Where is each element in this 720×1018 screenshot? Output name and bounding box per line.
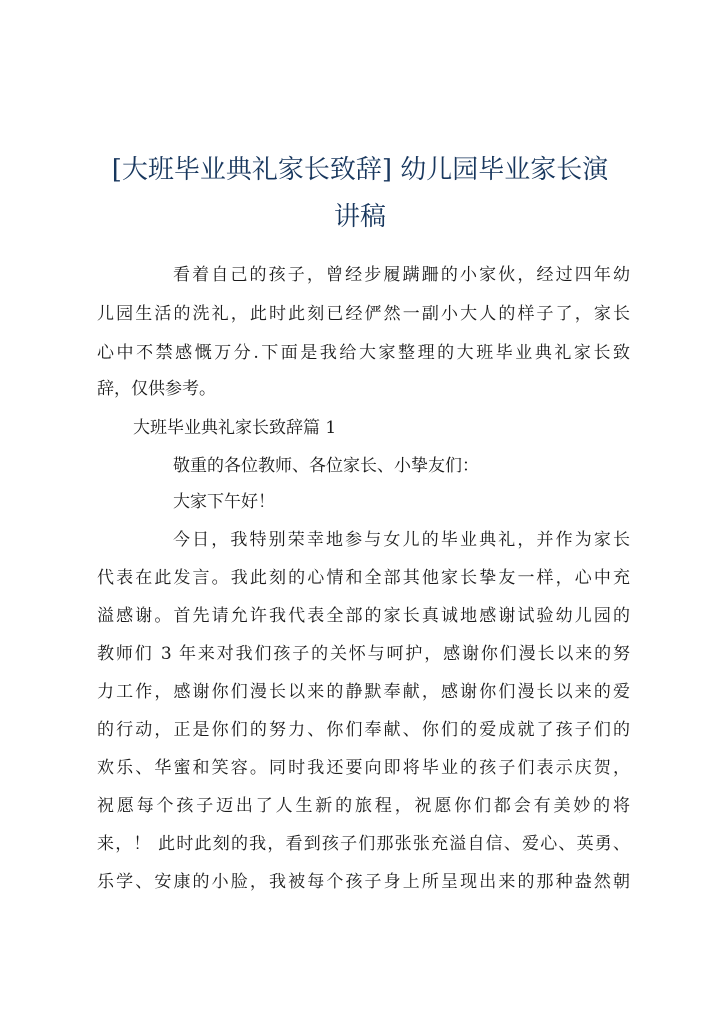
intro-line-4: 辞，仅供参考。	[97, 379, 216, 399]
body-line-9: 来，！ 此时此刻的我，看到孩子们那张张充溢自信、爱心、英勇、	[97, 834, 630, 854]
intro-line-1: 看着自己的孩子，曾经步履蹒跚的小家伙，经过四年幼	[173, 265, 630, 285]
section-heading: 大班毕业典礼家长致辞篇 1	[133, 418, 337, 438]
body-line-5: 力工作，感谢你们漫长以来的静默奉献，感谢你们漫长以来的爱	[97, 682, 630, 702]
good-afternoon-line: 大家下午好！	[173, 492, 275, 512]
intro-line-2: 儿园生活的洗礼，此时此刻已经俨然一副小大人的样子了，家长	[97, 304, 630, 324]
body-line-1: 今日，我特别荣幸地参与女儿的毕业典礼，并作为家长	[173, 530, 630, 550]
intro-line-3: 心中不禁感慨万分.下面是我给大家整理的大班毕业典礼家长致	[97, 343, 630, 363]
body-line-6: 的行动，正是你们的努力、你们奉献、你们的爱成就了孩子们的	[97, 720, 630, 740]
body-line-10: 乐学、安康的小脸，我被每个孩子身上所呈现出来的那种盎然朝	[97, 872, 630, 892]
body-line-4: 教师们 3 年来对我们孩子的关怀与呵护，感谢你们漫长以来的努	[97, 644, 630, 664]
body-line-2: 代表在此发言。我此刻的心情和全部其他家长挚友一样，心中充	[97, 568, 630, 588]
body-line-3: 溢感谢。首先请允许我代表全部的家长真诚地感谢试验幼儿园的	[97, 606, 630, 626]
body-line-7: 欢乐、华蜜和笑容。同时我还要向即将毕业的孩子们表示庆贺，	[97, 758, 630, 778]
document-title-line-1: [大班毕业典礼家长致辞] 幼儿园毕业家长演	[111, 155, 609, 185]
greeting-line: 敬重的各位教师、各位家长、小挚友们：	[173, 456, 479, 476]
document-title-line-2: 讲稿	[333, 202, 386, 232]
body-line-8: 祝愿每个孩子迈出了人生新的旅程，祝愿你们都会有美妙的将	[97, 796, 630, 816]
